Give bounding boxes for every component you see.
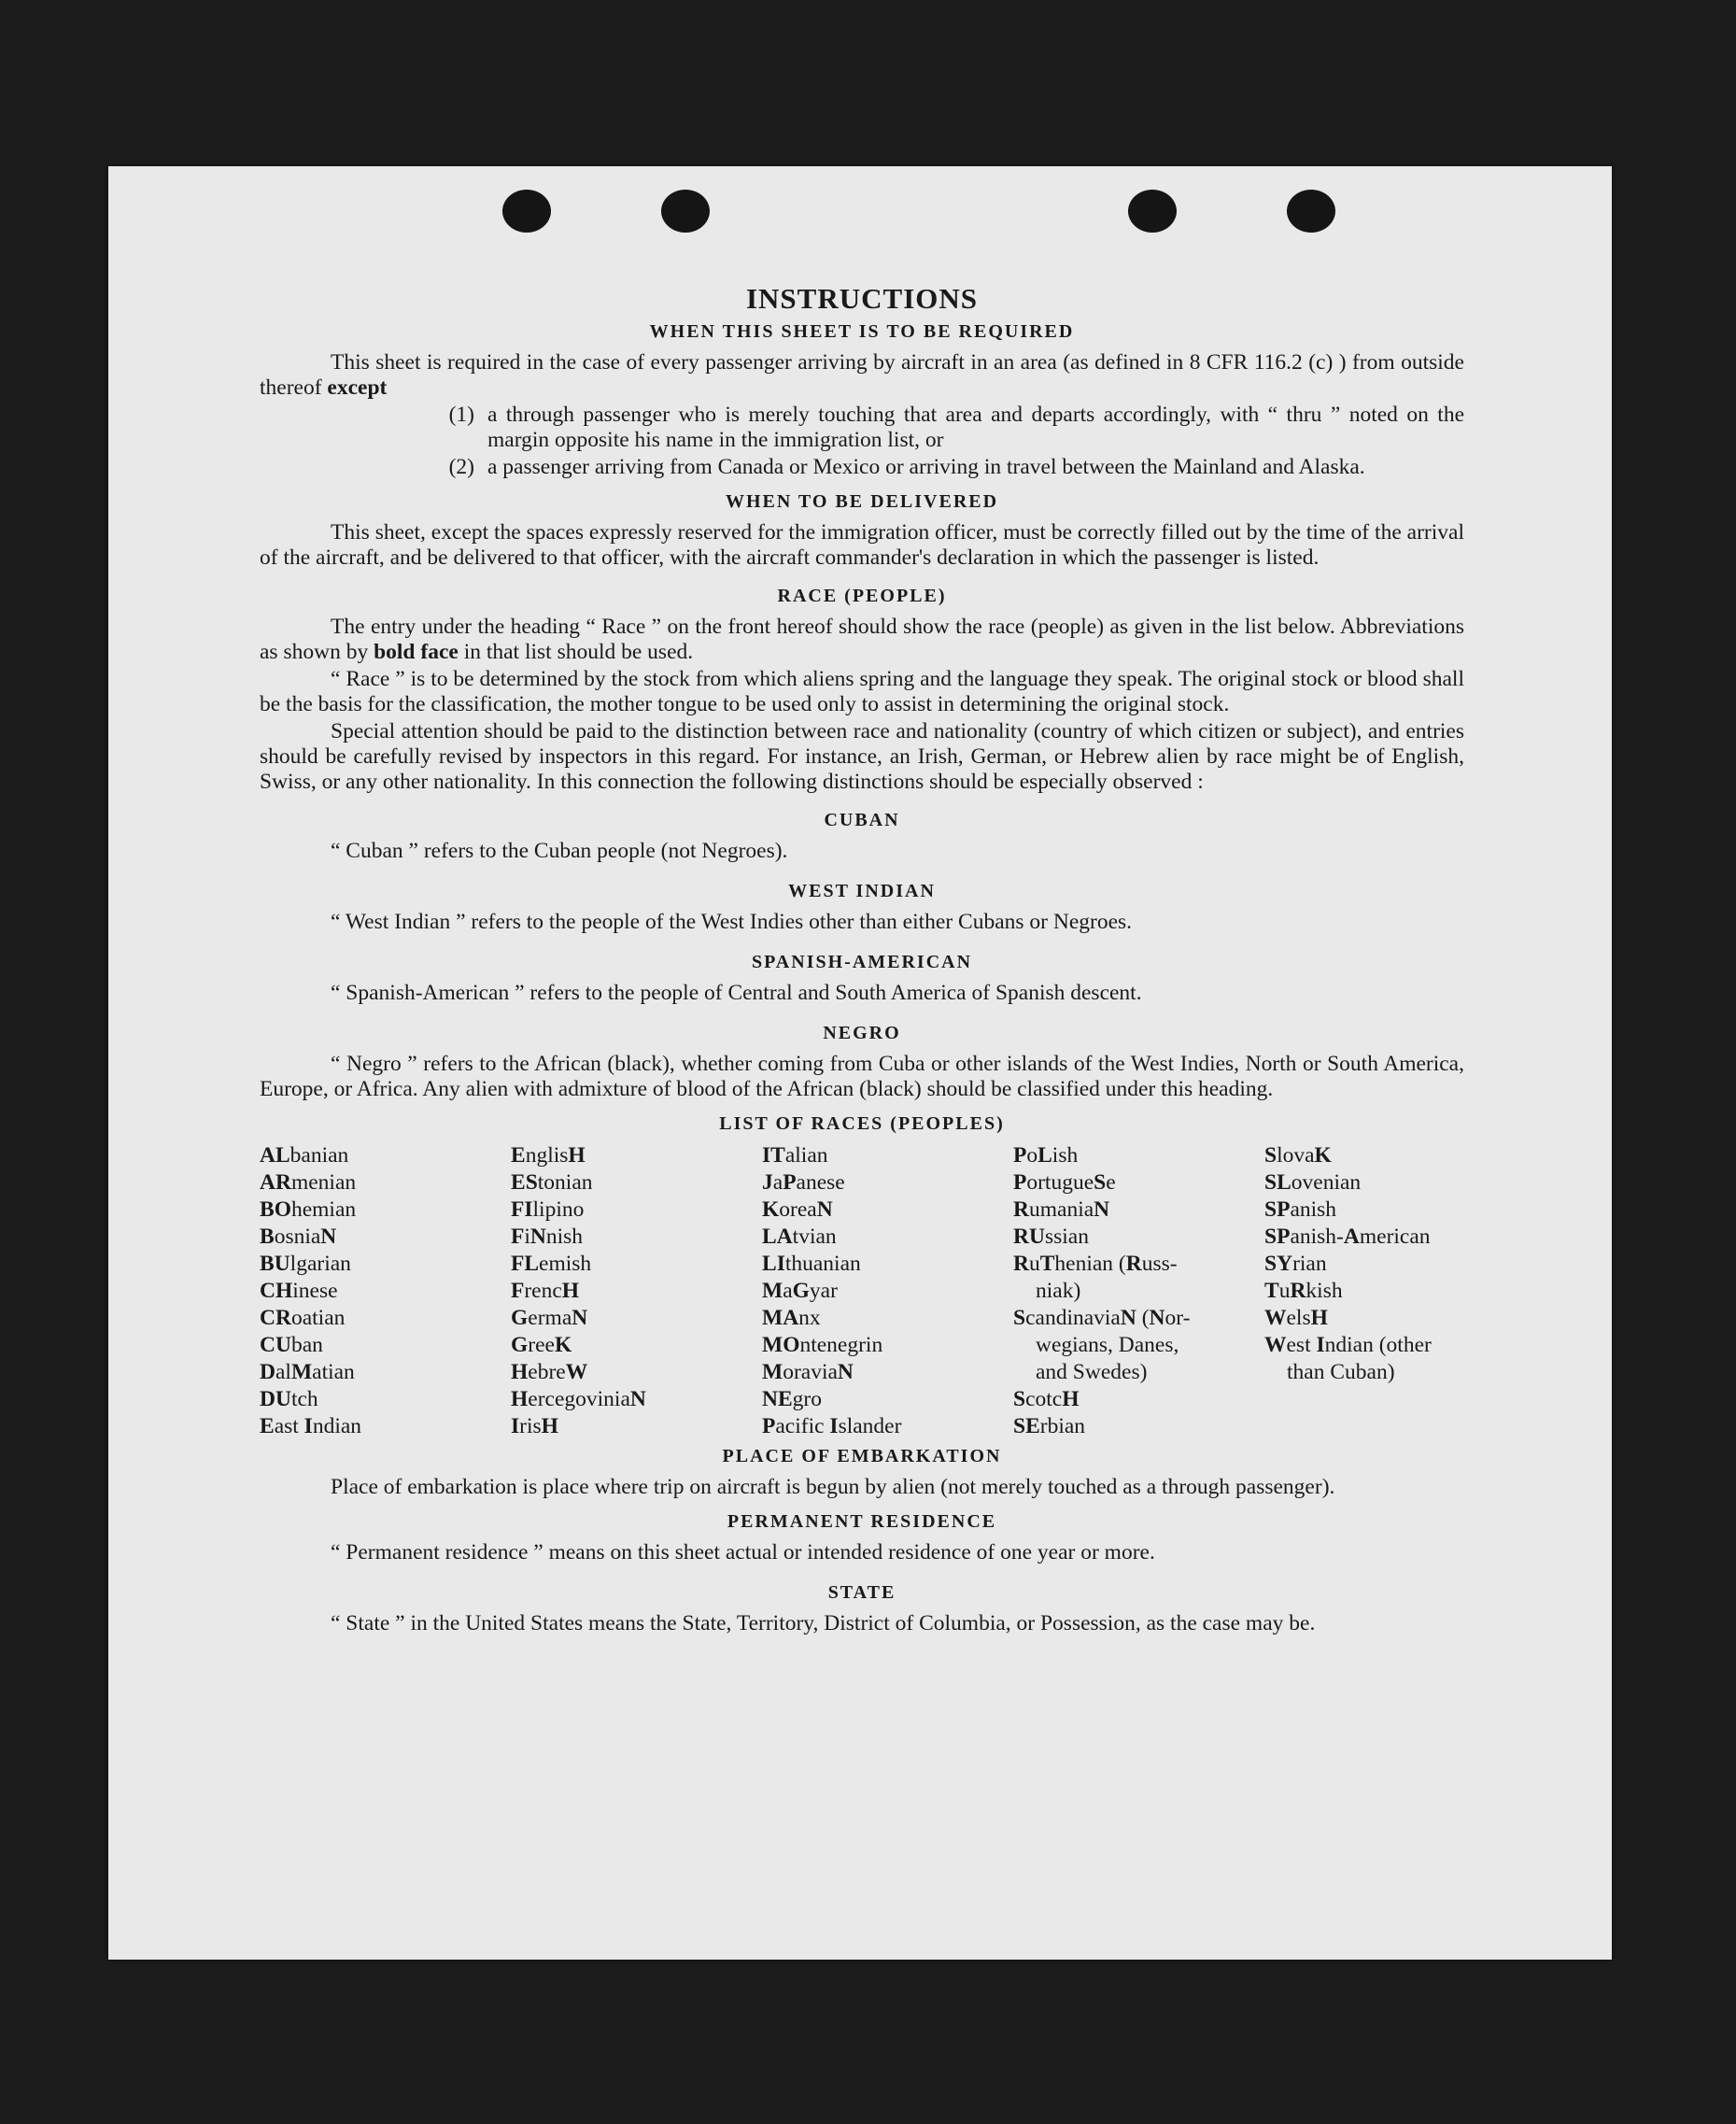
races-list	[260, 1142, 1464, 1440]
section-heading-cuban: CUBAN	[824, 810, 900, 830]
section-heading-west-indian: WEST INDIAN	[788, 881, 936, 901]
exception-item-1	[260, 403, 1464, 453]
punch-hole	[1287, 190, 1335, 233]
race-entry: KoreaN	[762, 1197, 833, 1222]
item-number: (1)	[448, 403, 474, 427]
section-heading-when-delivered: WHEN TO BE DELIVERED	[725, 491, 999, 512]
embarkation-text: Place of embarkation is place where trip on aircraft is begun by alien (not merely touched as a through passenger).	[331, 1475, 1335, 1499]
section-heading-residence: PERMANENT RESIDENCE	[727, 1511, 997, 1532]
cuban-text: “ Cuban ” refers to the Cuban people (not Negroes).	[331, 839, 788, 863]
race-entry: SLovenian	[1264, 1170, 1362, 1195]
race-entry-continued: niak)	[1036, 1279, 1081, 1303]
race-entry: GreeK	[511, 1333, 572, 1357]
race-entry: West Indian (other	[1264, 1333, 1432, 1357]
negro-text: “ Negro ” refers to the African (black), whether coming from Cuba or other islands of the West Indies, North or South America, Europe, or Africa. Any alien with admixture of blood of the African (black) should be classified under this heading.	[260, 1052, 1464, 1101]
race-entry: ALbanian	[260, 1143, 349, 1168]
race-entry: FiNnish	[511, 1225, 584, 1249]
race-entry: SYrian	[1264, 1252, 1327, 1276]
race-entry: BUlgarian	[260, 1252, 351, 1276]
punch-hole	[502, 190, 551, 233]
race-entry: FLemish	[511, 1252, 592, 1276]
race-entry: BOhemian	[260, 1197, 357, 1222]
state-text: “ State ” in the United States means the State, Territory, District of Columbia, or Possession, as the case may be.	[331, 1611, 1316, 1635]
intro-bold: except	[327, 375, 388, 400]
west-indian-text: “ West Indian ” refers to the people of the West Indies other than either Cubans or Negroes.	[331, 910, 1133, 934]
race-p1-text: The entry under the heading “ Race ” on the front hereof should show the race (people) as given in the list below. Abbreviations as shown by	[260, 615, 1464, 664]
section-heading-when-required: WHEN THIS SHEET IS TO BE REQUIRED	[649, 321, 1075, 342]
race-entry: BosniaN	[260, 1225, 337, 1249]
section-heading-race: RACE (PEOPLE)	[777, 586, 947, 606]
section-heading-list-of-races: LIST OF RACES (PEOPLES)	[719, 1113, 1005, 1134]
race-entry: PortugueSe	[1013, 1170, 1116, 1195]
race-entry: DalMatian	[260, 1360, 355, 1384]
document-sheet	[108, 166, 1612, 1960]
item-text: a through passenger who is merely touching that area and departs accordingly, with “ thru ” noted on the margin opposite his name in the immigration list, or	[487, 403, 1464, 452]
when-delivered-text: This sheet, except the spaces expressly reserved for the immigration officer, must be correctly filled out by the time of the arrival of the aircraft, and be delivered to that officer, with the aircraft commander's declaration in which the passenger is listed.	[260, 520, 1464, 570]
race-entry: RumaniaN	[1013, 1197, 1110, 1222]
section-heading-embarkation: PLACE OF EMBARKATION	[722, 1446, 1002, 1466]
page-title: INSTRUCTIONS	[745, 282, 978, 315]
race-entry: Pacific Islander	[762, 1414, 902, 1438]
race-entry: MAnx	[762, 1306, 821, 1330]
punch-hole	[1128, 190, 1177, 233]
race-entry: MaGyar	[762, 1279, 838, 1303]
intro-text: This sheet is required in the case of every passenger arriving by aircraft in an area (as defined in 8 CFR 116.2 (c) ) from outside thereof	[260, 350, 1464, 400]
race-entry: HercegoviniaN	[511, 1387, 646, 1411]
race-entry-continued: wegians, Danes,	[1036, 1333, 1179, 1357]
races-column-3	[762, 1142, 1013, 1440]
race-entry-continued: and Swedes)	[1036, 1360, 1148, 1384]
race-entry: CUban	[260, 1333, 323, 1357]
race-paragraph-2: “ Race ” is to be determined by the stock from which aliens spring and the language they speak. The original stock or blood shall be the basis for the classification, the mother tongue to be used only to assist in determining the original stock.	[260, 667, 1464, 716]
race-entry: RUssian	[1013, 1225, 1089, 1249]
race-entry: DUtch	[260, 1387, 318, 1411]
item-text: a passenger arriving from Canada or Mexico or arriving in travel between the Mainland and Alaska.	[487, 455, 1365, 479]
race-entry: LIthuanian	[762, 1252, 861, 1276]
races-column-5	[1264, 1142, 1464, 1440]
race-entry: PoLish	[1013, 1143, 1079, 1168]
race-entry: SErbian	[1013, 1414, 1086, 1438]
race-entry: EnglisH	[511, 1143, 586, 1168]
instructions-content	[260, 280, 1464, 1638]
races-column-1	[260, 1142, 511, 1440]
race-entry: NEgro	[762, 1387, 822, 1411]
race-entry: JaPanese	[762, 1170, 845, 1195]
race-entry: LAtvian	[762, 1225, 837, 1249]
residence-text: “ Permanent residence ” means on this sheet actual or intended residence of one year or more.	[331, 1540, 1155, 1565]
section-heading-state: STATE	[827, 1582, 896, 1603]
race-entry: ITalian	[762, 1143, 828, 1168]
race-entry: EStonian	[511, 1170, 593, 1195]
races-column-2	[511, 1142, 762, 1440]
race-entry: TuRkish	[1264, 1279, 1343, 1303]
race-entry: RuThenian (Russ-	[1013, 1252, 1178, 1276]
race-p1-text-end: in that list should be used.	[458, 640, 694, 664]
race-entry: GermaN	[511, 1306, 588, 1330]
race-entry: HebreW	[511, 1360, 588, 1384]
race-entry: CRoatian	[260, 1306, 346, 1330]
punch-hole	[661, 190, 710, 233]
section-heading-spanish-american: SPANISH-AMERICAN	[751, 952, 973, 972]
race-entry: FIlipino	[511, 1197, 585, 1222]
spanish-american-text: “ Spanish-American ” refers to the people of Central and South America of Spanish descent.	[331, 981, 1142, 1005]
race-entry: CHinese	[260, 1279, 338, 1303]
race-entry: WelsH	[1264, 1306, 1328, 1330]
race-entry: FrencH	[511, 1279, 580, 1303]
race-entry: ARmenian	[260, 1170, 357, 1195]
races-column-4	[1013, 1142, 1264, 1440]
race-entry-continued: than Cuban)	[1287, 1360, 1395, 1384]
race-p1-bold: bold face	[374, 640, 459, 664]
race-entry: SlovaK	[1264, 1143, 1332, 1168]
race-entry: ScandinaviaN (Nor-	[1013, 1306, 1191, 1330]
when-required-intro	[260, 350, 1464, 401]
race-paragraph-1	[260, 615, 1464, 665]
item-number: (2)	[448, 455, 474, 479]
race-entry: SPanish-American	[1264, 1225, 1431, 1249]
race-entry: MoraviaN	[762, 1360, 854, 1384]
race-entry: MOntenegrin	[762, 1333, 883, 1357]
race-entry: IrisH	[511, 1414, 558, 1438]
race-entry: SPanish	[1264, 1197, 1337, 1222]
exception-item-2	[260, 455, 1464, 480]
race-paragraph-3: Special attention should be paid to the distinction between race and nationality (country of which citizen or subject), and entries should be carefully revised by inspectors in this regard. For instance, an Irish, German, or Hebrew alien by race might be of English, Swiss, or any other nationality. In this connection the following distinctions should be especially observed :	[260, 719, 1464, 794]
race-entry: East Indian	[260, 1414, 362, 1438]
section-heading-negro: NEGRO	[823, 1023, 901, 1043]
race-entry: ScotcH	[1013, 1387, 1080, 1411]
